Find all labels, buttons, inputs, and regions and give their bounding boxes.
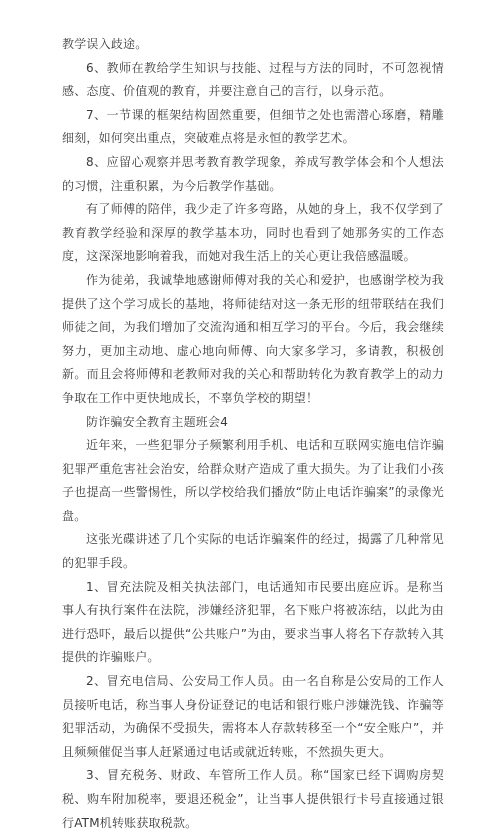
paragraph-summary: 这张光碟讲述了几个实际的电话诈骗案件的经过，揭露了几种常见的犯罪手段。	[62, 532, 444, 571]
paragraph-method-1: 1、冒充法院及相关执法部门，电话通知市民要出庭应诉。是称当事人有执行案件在法院，涉嫌经济犯罪，名下账户将被冻结，以此为由进行恐吓，最后以提供“公共账户”为由，要求当事人将名下存款转入其提供的诈骗账户。	[62, 579, 444, 665]
paragraph-thanks: 作为徒弟，我诚挚地感谢师傅对我的关心和爱护，也感谢学校为我提供了这个学习成长的基地，将师徒结对这一条无形的纽带联结在我们师徒之间，为我们增加了交流沟通和相互学习的平台。今后，我会继续努力，更加主动地、虚心地向师傅、向大家多学习，多请教，积极创新。而且会将师傅和老教师对我的关心和帮助转化为教育教学上的动力争取在工作中更快地成长，不辜负学校的期望！	[62, 272, 444, 405]
paragraph-method-3: 3、冒充税务、财政、车管所工作人员。称“国家已经下调购房契税、购车附加税率，要退还税金”，让当事人提供银行卡号直接通过银行ATM机转账获取税款。	[62, 768, 444, 830]
paragraph-item-6: 6、教师在教给学生知识与技能、过程与方法的同时，不可忽视情感、态度、价值观的教育，并要注意自己的言行，以身示范。	[62, 60, 444, 99]
paragraph-item-7: 7、一节课的框架结构固然重要，但细节之处也需潜心琢磨，精雕细刻，如何突出重点，突破难点将是永恒的教学艺术。	[62, 107, 444, 146]
paragraph-item-8: 8、应留心观察并思考教育教学现象，养成写教学体会和个人想法的习惯，注重积累，为今后教学作基础。	[62, 154, 444, 193]
paragraph-continuation: 教学误入歧途。	[62, 37, 148, 51]
paragraph-intro: 近年来，一些犯罪分子频繁利用手机、电话和互联网实施电信诈骗犯罪严重危害社会治安，给群众财产造成了重大损失。为了让我们小孩子也提高一些警惕性，所以学校给我们播放“防止电话诈骗案”的录像光盘。	[62, 438, 444, 523]
paragraph-mentor: 有了师傅的陪伴，我少走了许多弯路，从她的身上，我不仅学到了教育教学经验和深厚的教学基本功，同时也看到了她那务实的工作态度，这深深地影响着我，而她对我生活上的关心更让我倍感温暖。	[62, 202, 444, 264]
paragraph-method-2: 2、冒充电信局、公安局工作人员。由一名自称是公安局的工作人员接听电话，称当事人身份证登记的电话和银行账户涉嫌洗钱、诈骗等犯罪活动，为确保不受损失，需将本人存款转移至一个“安全账户”，并且频频催促当事人赶紧通过电话或就近转账，不然损失更大。	[62, 674, 444, 759]
section-heading: 防诈骗安全教育主题班会4	[86, 414, 229, 429]
